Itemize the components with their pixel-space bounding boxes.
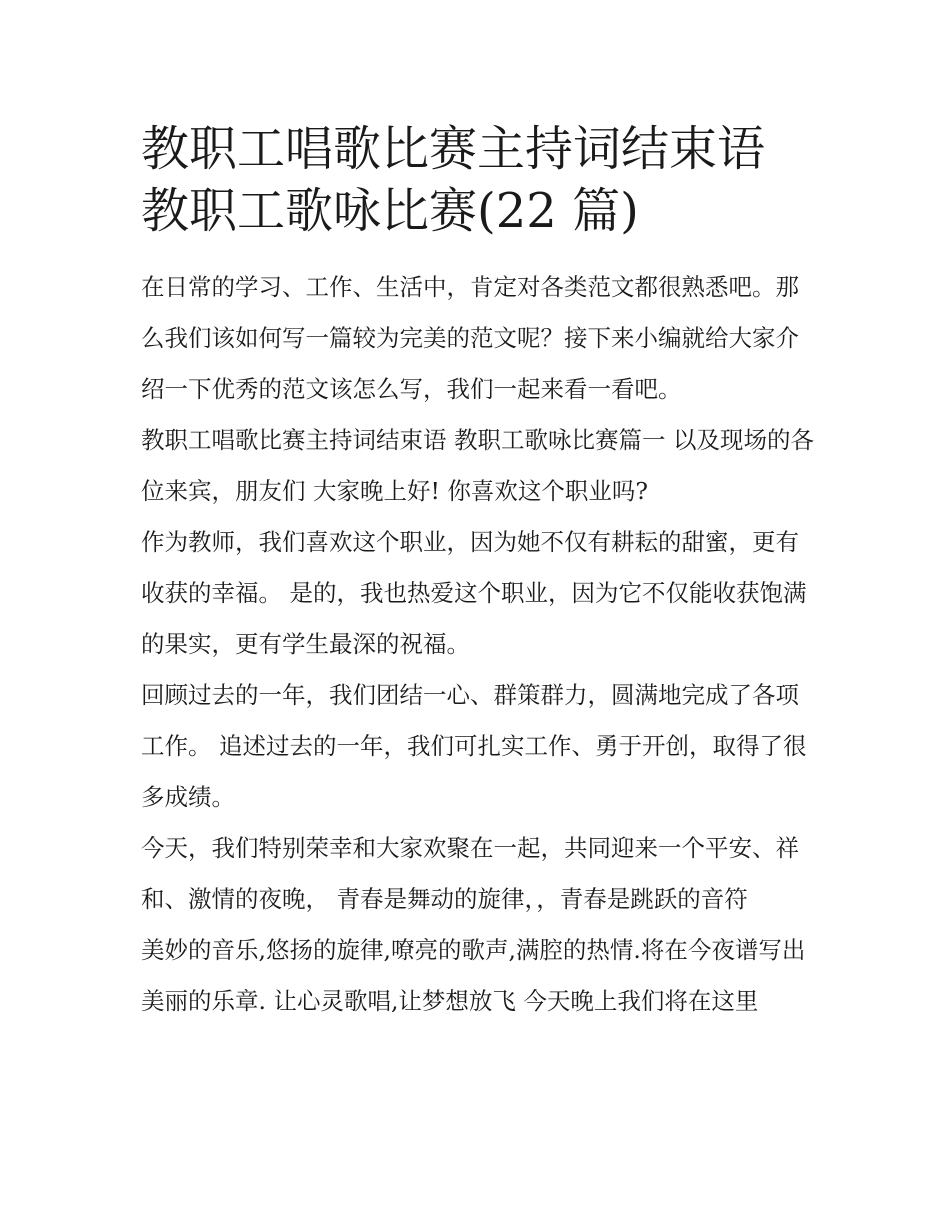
paragraph: 今天，我们特别荣幸和大家欢聚在一起，共同迎来一个平安、祥和、激情的夜晚， 青春是舞动的旋律，，青春是跳跃的音符 [141,834,799,913]
paragraph: 美妙的音乐,悠扬的旋律,嘹亮的歌声,满腔的热情.将在今夜谱写出美丽的乐章. 让心灵歌唱,让梦想放飞 今天晚上我们将在这里 [141,936,806,1015]
document-title: 教职工唱歌比赛主持词结束语 教职工歌咏比赛(22 篇) [141,121,766,239]
paragraph: 在日常的学习、工作、生活中，肯定对各类范文都很熟悉吧。那么我们该如何写一篇较为完美的范文呢？接下来小编就给大家介绍一下优秀的范文该怎么写，我们一起来看一看吧。 [141,273,799,403]
paragraph: 作为教师，我们喜欢这个职业，因为她不仅有耕耘的甜蜜，更有收获的幸福。 是的，我也热爱这个职业，因为它不仅能收获饱满的果实，更有学生最深的祝福。 [141,528,807,658]
document-page [141,118,816,1027]
document-body [141,262,816,1027]
paragraph: 回顾过去的一年，我们团结一心、群策群力，圆满地完成了各项工作。 追述过去的一年，我们可扎实工作、勇于开创，取得了很多成绩。 [141,681,807,811]
paragraph: 教职工唱歌比赛主持词结束语 教职工歌咏比赛篇一 以及现场的各位来宾，朋友们 大家晚上好! 你喜欢这个职业吗? [141,426,814,505]
